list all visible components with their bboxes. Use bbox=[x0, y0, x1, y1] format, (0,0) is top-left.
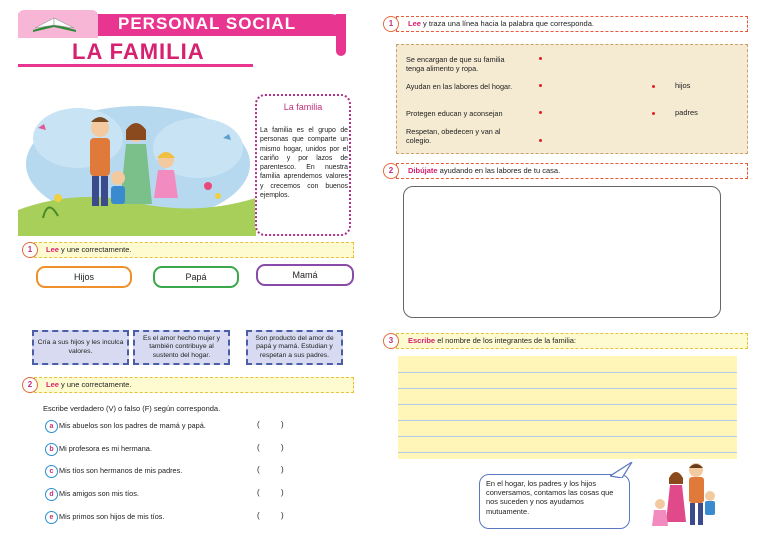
tf-answer-open[interactable]: ( bbox=[257, 488, 260, 497]
tf-answer-close: ) bbox=[281, 465, 284, 474]
right-activity-3-verb: Escribe bbox=[408, 336, 436, 345]
match-dot[interactable] bbox=[539, 57, 542, 60]
match-dot[interactable] bbox=[539, 84, 542, 87]
definition-3[interactable]: Son producto del amor de papá y mamá. Estudian y respetan a sus padres. bbox=[246, 330, 343, 365]
match-dot[interactable] bbox=[652, 112, 655, 115]
tf-item-text: Mis tíos son hermanos de mis padres. bbox=[59, 466, 183, 475]
match-phrase-1: Se encargan de que su familia tenga alimento y ropa. bbox=[406, 55, 505, 73]
word-mama[interactable]: Mamá bbox=[256, 264, 354, 286]
tf-item-c bbox=[45, 465, 295, 479]
match-phrase-3: Protegen educan y aconsejan bbox=[406, 109, 503, 118]
match-word-padres: padres bbox=[675, 108, 698, 117]
section-title: PERSONAL SOCIAL bbox=[118, 14, 297, 33]
match-dot[interactable] bbox=[539, 111, 542, 114]
right-activity-3-instruction bbox=[408, 336, 576, 345]
tf-item-letter: e bbox=[45, 511, 58, 524]
tf-item-e bbox=[45, 511, 295, 525]
writing-line[interactable] bbox=[398, 420, 737, 421]
activity-1-rest: y une correctamente. bbox=[58, 245, 132, 254]
activity-2-rest: y une correctamente. bbox=[58, 380, 132, 389]
family-small-illustration bbox=[640, 460, 720, 535]
right-activity-1-instruction bbox=[408, 19, 594, 28]
activity-2-number: 2 bbox=[22, 377, 38, 393]
activity-2-verb: Lee bbox=[46, 380, 59, 389]
right-activity-2-number: 2 bbox=[383, 163, 399, 179]
match-phrase-4: Respetan, obedecen y van al colegio. bbox=[406, 127, 501, 145]
tf-item-a bbox=[45, 420, 295, 434]
writing-line[interactable] bbox=[398, 372, 737, 373]
right-activity-3-number: 3 bbox=[383, 333, 399, 349]
page-title: LA FAMILIA bbox=[72, 39, 205, 64]
tf-item-text: Mis abuelos son los padres de mamá y papá. bbox=[59, 421, 206, 430]
info-title: La familia bbox=[283, 102, 323, 112]
page-edge-bar bbox=[336, 14, 346, 56]
activity-1-instruction bbox=[46, 245, 131, 254]
match-dot[interactable] bbox=[539, 139, 542, 142]
word-papa[interactable]: Papá bbox=[153, 266, 239, 288]
title-underline bbox=[18, 64, 253, 67]
tf-answer-open[interactable]: ( bbox=[257, 465, 260, 474]
tf-item-text: Mis primos son hijos de mis tíos. bbox=[59, 512, 165, 521]
tf-answer-close: ) bbox=[281, 511, 284, 520]
open-book-icon bbox=[30, 14, 80, 34]
tf-answer-open[interactable]: ( bbox=[257, 443, 260, 452]
tf-answer-open[interactable]: ( bbox=[257, 420, 260, 429]
true-false-instruction: Escribe verdadero (V) o falso (F) según corresponda. bbox=[43, 404, 221, 413]
right-activity-2-verb: Dibújate bbox=[408, 166, 438, 175]
tf-item-letter: d bbox=[45, 488, 58, 501]
activity-2-instruction bbox=[46, 380, 131, 389]
tf-answer-open[interactable]: ( bbox=[257, 511, 260, 520]
tf-answer-close: ) bbox=[281, 420, 284, 429]
right-activity-1-number: 1 bbox=[383, 16, 399, 32]
tf-item-text: Mi profesora es mi hermana. bbox=[59, 444, 152, 453]
speech-bubble-tail-icon bbox=[610, 462, 634, 478]
writing-line[interactable] bbox=[398, 404, 737, 405]
family-illustration bbox=[18, 78, 256, 236]
right-activity-1-rest: y traza una línea hacia la palabra que corresponda. bbox=[420, 19, 594, 28]
drawing-area[interactable] bbox=[403, 186, 721, 318]
match-dot[interactable] bbox=[652, 85, 655, 88]
tf-item-letter: b bbox=[45, 443, 58, 456]
right-activity-1-verb: Lee bbox=[408, 19, 421, 28]
writing-line[interactable] bbox=[398, 452, 737, 453]
tf-item-letter: c bbox=[45, 465, 58, 478]
writing-line[interactable] bbox=[398, 388, 737, 389]
info-box bbox=[255, 94, 351, 236]
activity-1-verb: Lee bbox=[46, 245, 59, 254]
tf-item-b bbox=[45, 443, 295, 457]
tf-item-letter: a bbox=[45, 420, 58, 433]
definition-1[interactable]: Cría a sus hijos y les inculca valores. bbox=[32, 330, 129, 365]
tf-answer-close: ) bbox=[281, 443, 284, 452]
matching-box bbox=[396, 44, 748, 154]
right-activity-2-instruction bbox=[408, 166, 560, 175]
definition-2[interactable]: Es el amor hecho mujer y también contribuye al sustento del hogar. bbox=[133, 330, 230, 365]
activity-1-number: 1 bbox=[22, 242, 38, 258]
info-body: La familia es el grupo de personas que comparte un mismo hogar, unidos por el cariño y por lazos de parentesco. En nuestra familia aprendemos valores y crecemos con buenos ejemplos. bbox=[260, 127, 348, 200]
word-hijos[interactable]: Hijos bbox=[36, 266, 132, 288]
right-activity-3-rest: el nombre de los integrantes de la familia: bbox=[435, 336, 577, 345]
tf-item-d bbox=[45, 488, 295, 502]
match-word-hijos: hijos bbox=[675, 81, 691, 90]
right-activity-2-rest: ayudando en las labores de tu casa. bbox=[437, 166, 561, 175]
writing-lines[interactable] bbox=[398, 356, 737, 459]
tf-item-text: Mis amigos son mis tíos. bbox=[59, 489, 139, 498]
writing-line[interactable] bbox=[398, 436, 737, 437]
match-phrase-2: Ayudan en las labores del hogar. bbox=[406, 82, 513, 91]
speech-bubble: En el hogar, los padres y los hijos conversamos, contamos las cosas que nos suceden y nos ayudamos mutuamente. bbox=[479, 474, 630, 529]
tf-answer-close: ) bbox=[281, 488, 284, 497]
